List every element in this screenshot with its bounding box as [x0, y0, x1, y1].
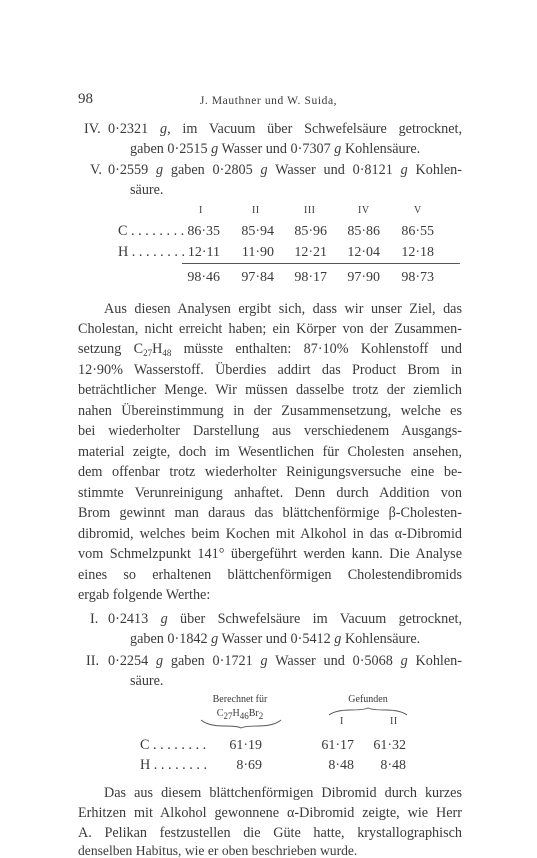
- result-label-iv: IV.: [84, 121, 101, 137]
- table1-row-h-label: H . . . . . . . .: [118, 244, 185, 260]
- table1-total-iv: 97·90: [347, 270, 380, 285]
- table2-h-found-ii: 8·48: [380, 758, 406, 773]
- para1-line: dibromid, welches beim Kochen mit Alkohol in das α-Dibromid: [78, 526, 462, 542]
- result-iv-line-1: 0·2321 g, im Vacuum über Schwefelsäure getrocknet,: [108, 121, 462, 137]
- para2-line: Erhitzen mit Alkohol gewonnene α-Dibromid zeigte, wie Herr: [78, 805, 462, 821]
- found-col-ii: II: [390, 716, 398, 727]
- table1-c-v: 86·55: [401, 224, 434, 239]
- table1-row-c-label: C . . . . . . . .: [118, 223, 185, 239]
- para1-line: 12·90% Wasserstoff. Überdies addirt das Product Brom in: [78, 362, 462, 378]
- sum-rule: [182, 263, 460, 264]
- para1-line: beträchtlicher Menge. Wir müssen dasselbe trotz der ziemlich: [78, 382, 462, 398]
- result-v-line-1: 0·2559 g gaben 0·2805 g Wasser und 0·8121 g Kohlen-: [108, 162, 462, 178]
- para2-line: A. Pelikan festzustellen die Güte hatte, krystallographisch: [78, 825, 462, 841]
- table1-c-iv: 85·86: [347, 224, 380, 239]
- para1-line: Cholestan, nicht erreicht haben; ein Körper von der Zusammen-: [78, 321, 462, 337]
- table1-h-v: 12·18: [401, 245, 434, 260]
- table2-row-c-label: C . . . . . . . .: [140, 737, 207, 753]
- result-label-v: V.: [90, 162, 102, 178]
- table1-c-i: 86·35: [187, 224, 220, 239]
- found-col-i: I: [340, 716, 344, 727]
- result-v-line-2: säure.: [130, 182, 164, 198]
- result-i-line-1: 0·2413 g über Schwefelsäure im Vacuum getrocknet,: [108, 611, 463, 627]
- table2-row-h-label: H . . . . . . . .: [140, 757, 207, 773]
- table1-c-iii: 85·96: [294, 224, 327, 239]
- table1-h-iv: 12·04: [347, 245, 380, 260]
- para1-line: dem offenbar trotz wiederholter Reinigungsversuche eine be-: [78, 464, 462, 480]
- calc-formula: $C_{27}H_{46}Br_2$: [216, 708, 264, 721]
- table1-total-iii: 98·17: [294, 270, 327, 285]
- para1-line: setzung $C_{27}H_{48}$ müsste enthalten: 87·10% Kohlenstoff und: [78, 341, 462, 358]
- result-ii-line-1: 0·2254 g gaben 0·1721 g Wasser und 0·5068 g Kohlen-: [108, 653, 462, 669]
- table1-col-v: V: [414, 205, 422, 216]
- para1-line: ergab folgende Werthe:: [78, 587, 211, 603]
- table1-total-ii: 97·84: [241, 270, 274, 285]
- para1-line: Aus diesen Analysen ergibt sich, dass wir unser Ziel, das: [104, 301, 462, 317]
- para1-line: nahen Übereinstimmung in der Zusammensetzung, welche es: [78, 403, 462, 419]
- table1-total-v: 98·73: [401, 270, 434, 285]
- table1-h-iii: 12·21: [294, 245, 327, 260]
- result-i-line-2: gaben 0·1842 g Wasser und 0·5412 g Kohlensäure.: [130, 631, 421, 647]
- para1-line: stimmte Verunreinigung anhaftet. Denn durch Addition von: [78, 485, 462, 501]
- table1-col-iii: III: [304, 205, 316, 216]
- table2-c-found-ii: 61·32: [373, 738, 406, 753]
- result-label-ii: II.: [86, 653, 99, 669]
- table1-c-ii: 85·94: [241, 224, 274, 239]
- para1-line: vom Schmelzpunkt 141° übergeführt werden kann. Die Analyse: [78, 546, 462, 562]
- found-header: Gefunden: [348, 694, 388, 705]
- table2-h-found-i: 8·48: [328, 758, 354, 773]
- table1-total-i: 98·46: [187, 270, 220, 285]
- result-iv-line-2: gaben 0·2515 g Wasser und 0·7307 g Kohlensäure.: [130, 141, 421, 157]
- table1-col-ii: II: [252, 205, 260, 216]
- result-label-i: I.: [90, 611, 99, 627]
- page-number: 98: [78, 91, 93, 107]
- para2-line: denselben Habitus, wie er oben beschrieben wurde.: [78, 843, 358, 858]
- para2-line: Das aus diesem blättchenförmigen Dibromid durch kurzes: [104, 785, 462, 801]
- table1-h-ii: 11·90: [241, 245, 274, 260]
- table2-c-calc: 61·19: [229, 738, 262, 753]
- table1-col-iv: IV: [358, 205, 370, 216]
- result-ii-line-2: säure.: [130, 673, 164, 689]
- para1-line: Brom gewinnt man daraus das blättchenförmige β-Cholesten-: [78, 505, 462, 521]
- para1-line: material zeigte, doch im Wesentlichen für Cholesten ansehen,: [78, 444, 462, 460]
- table2-h-calc: 8·69: [236, 758, 262, 773]
- table2-c-found-i: 61·17: [321, 738, 354, 753]
- table1-col-i: I: [199, 205, 203, 216]
- table1-h-i: 12·11: [187, 245, 220, 260]
- running-title: J. Mauthner und W. Suida,: [199, 95, 338, 107]
- para1-line: bei wiederholter Darstellung aus verschiedenem Ausgangs-: [78, 423, 462, 439]
- calc-header: Berechnet für: [212, 694, 268, 705]
- calc-brace: [200, 719, 282, 729]
- para1-line: eines so erhaltenen blättchenförmigen Cholestendibromids: [78, 567, 462, 583]
